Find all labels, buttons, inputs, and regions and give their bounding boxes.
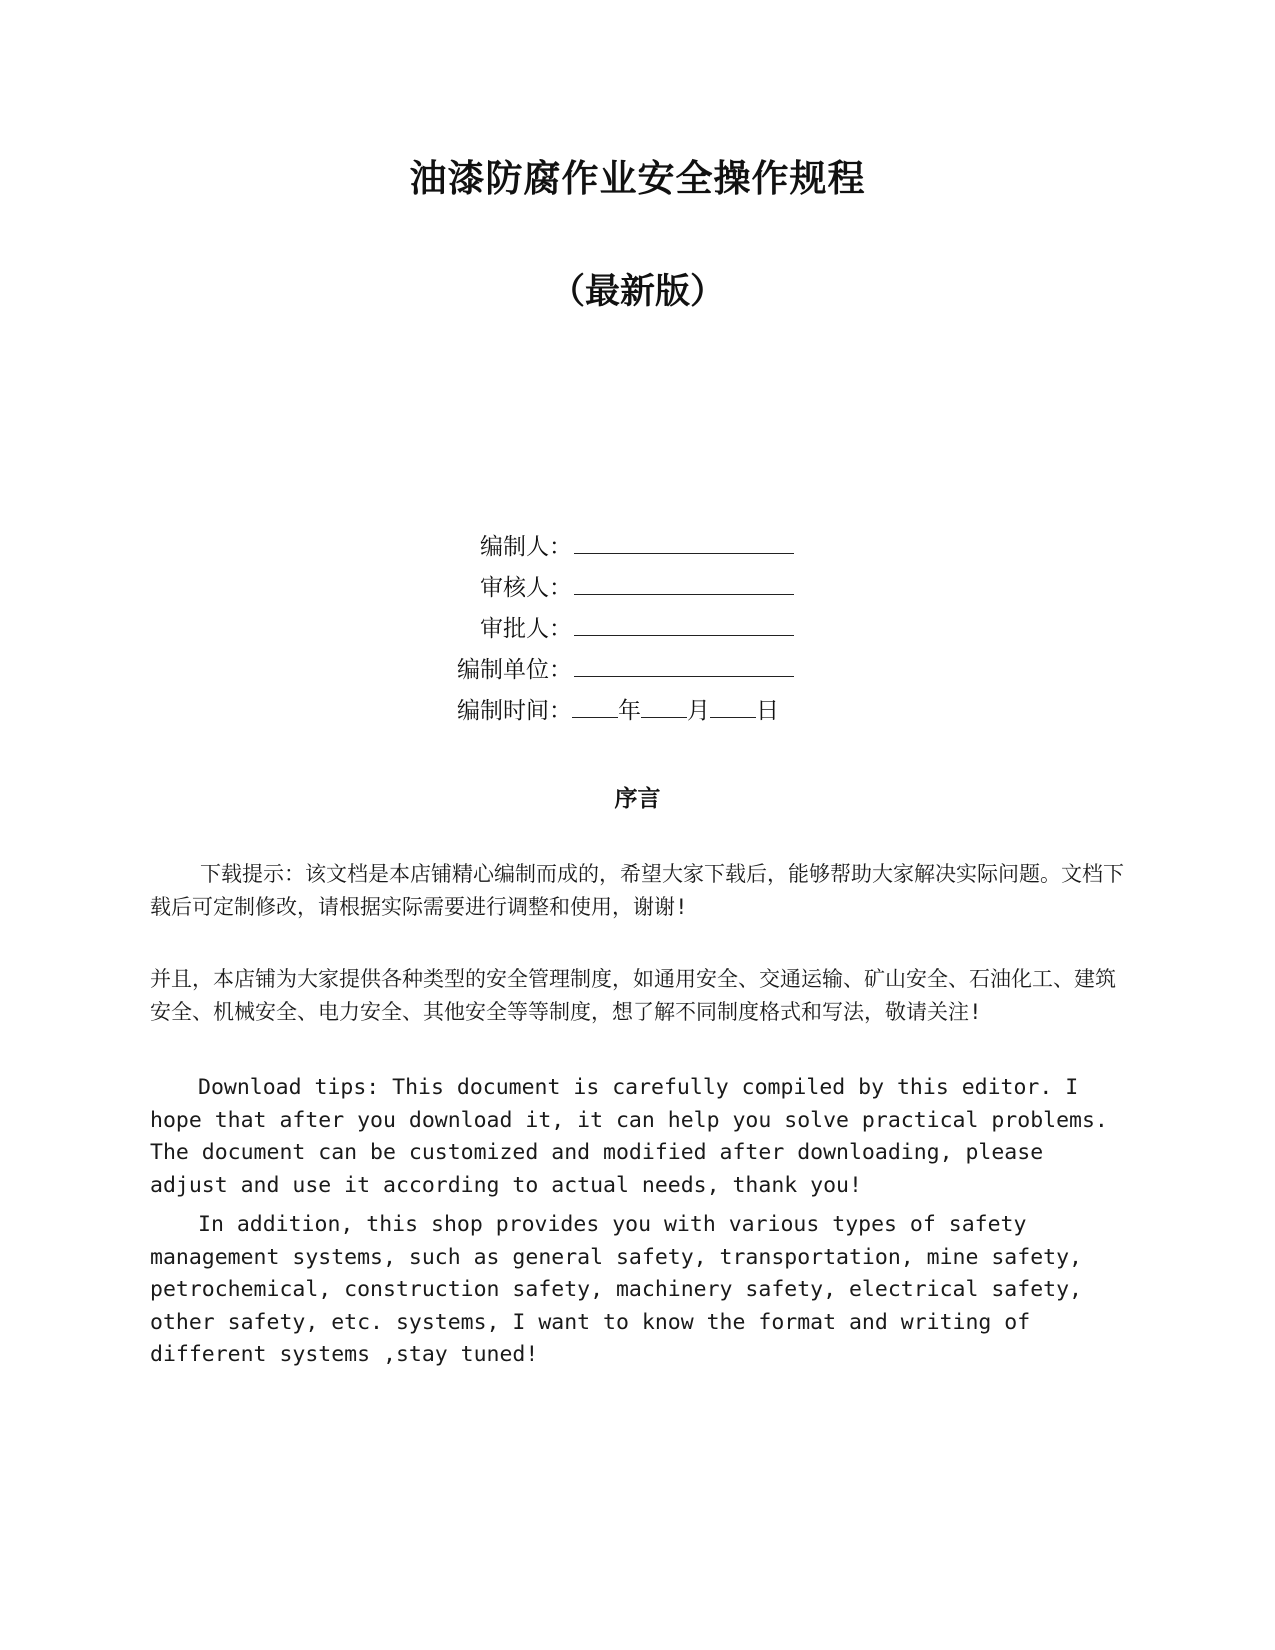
document-title: 油漆防腐作业安全操作规程 — [409, 156, 866, 200]
time-label: 编制时间： — [457, 698, 572, 724]
signature-form — [454, 527, 854, 732]
addition-en: In addition, this shop provides you with various types of safety management systems, such as general safety, transportation, mine safety, petrochemical, construction safety, machinery safety, electrical safety, other safety, etc. systems, I want to know the format and writing of different systems ,stay tuned! — [150, 1212, 1082, 1367]
reviewer-row — [454, 568, 854, 609]
time-row — [454, 691, 854, 732]
compiler-row — [454, 527, 854, 568]
compiler-blank — [574, 531, 794, 554]
day-label: 日 — [756, 698, 779, 724]
unit-row — [454, 650, 854, 691]
unit-blank — [574, 654, 794, 677]
day-blank — [710, 695, 756, 718]
download-tip-en: Download tips: This document is carefully compiled by this editor. I hope that after you download it, it can help you solve practical problems. The document can be customized and modified after downloading, please adjust and use it according to actual needs, thank you! — [150, 1075, 1108, 1198]
approver-blank — [574, 613, 794, 636]
month-label: 月 — [687, 698, 710, 724]
reviewer-label: 审核人： — [480, 575, 572, 601]
approver-row — [454, 609, 854, 650]
unit-label: 编制单位： — [457, 657, 572, 683]
download-tip-cn: 下载提示：该文档是本店铺精心编制而成的，希望大家下载后，能够帮助大家解决实际问题。文档下载后可定制修改，请根据实际需要进行调整和使用，谢谢! — [150, 862, 1124, 919]
month-blank — [641, 695, 687, 718]
year-blank — [572, 695, 618, 718]
addition-cn: 并且，本店铺为大家提供各种类型的安全管理制度，如通用安全、交通运输、矿山安全、石油化工、建筑安全、机械安全、电力安全、其他安全等等制度，想了解不同制度格式和写法，敬请关注! — [150, 967, 1116, 1024]
document-subtitle: （最新版） — [549, 271, 725, 312]
preface-heading: 序言 — [614, 785, 661, 812]
reviewer-blank — [574, 572, 794, 595]
year-label: 年 — [618, 698, 641, 724]
approver-label: 审批人： — [480, 616, 572, 642]
compiler-label: 编制人： — [480, 534, 572, 560]
